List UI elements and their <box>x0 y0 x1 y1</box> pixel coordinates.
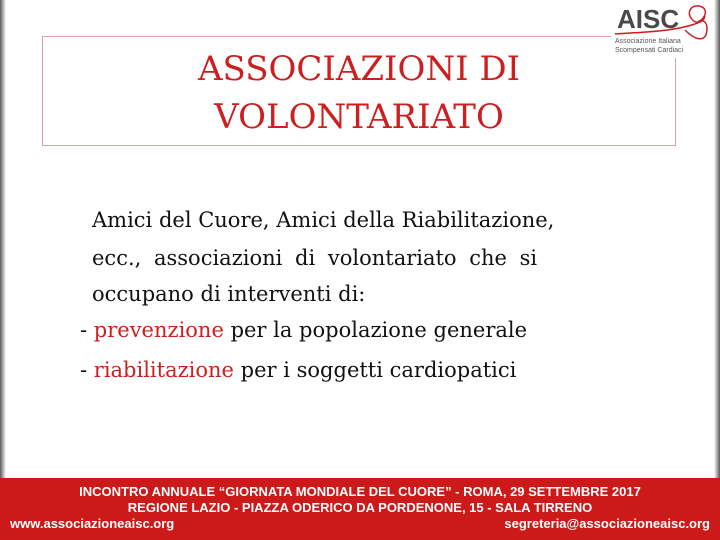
bullet-text: per la popolazione generale <box>223 318 528 342</box>
body-line-1: Amici del Cuore, Amici della Riabilitazione, <box>92 208 555 232</box>
slide-title-line-2: VOLONTARIATO <box>214 97 504 137</box>
right-edge-shadow <box>714 0 720 478</box>
bullet-dash: - <box>80 318 94 342</box>
logo-tagline-2: Scompensati Cardiaci <box>615 47 684 54</box>
aisc-logo <box>611 2 711 58</box>
bullet-prevenzione <box>80 315 527 345</box>
logo-tagline-1: Associazione Italiana <box>615 38 681 45</box>
bullet-riabilitazione <box>80 355 516 385</box>
bullet-keyword: prevenzione <box>93 318 224 342</box>
left-edge-shadow <box>0 0 6 478</box>
bullet-keyword: riabilitazione <box>93 358 234 382</box>
footer-venue-line: REGIONE LAZIO - PIAZZA ODERICO DA PORDENONE, 15 - SALA TIRRENO <box>127 500 593 515</box>
footer-website-link[interactable]: www.associazioneaisc.org <box>10 516 175 531</box>
footer-event-line: INCONTRO ANNUALE “GIORNATA MONDIALE DEL CUORE” - ROMA, 29 SETTEMBRE 2017 <box>79 484 641 499</box>
footer-email-link[interactable]: segreteria@associazioneaisc.org <box>504 516 710 531</box>
bullet-dash: - <box>80 358 94 382</box>
body-line-2: ecc., associazioni di volontariato che si <box>92 246 538 270</box>
bullet-text: per i soggetti cardiopatici <box>233 358 517 382</box>
slide-title-line-1: ASSOCIAZIONI DI <box>197 49 521 89</box>
body-line-3: occupano di interventi di: <box>92 282 366 306</box>
logo-text: AISC <box>617 4 680 34</box>
